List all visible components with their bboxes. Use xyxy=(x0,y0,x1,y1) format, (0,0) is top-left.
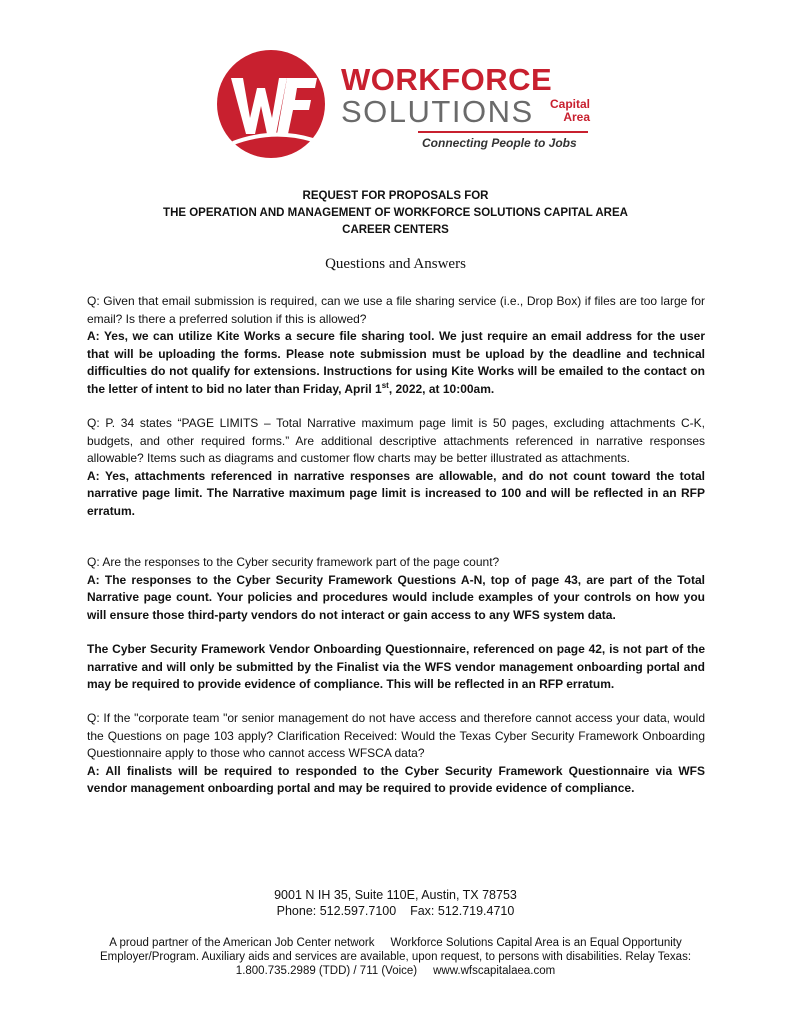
answer-1-text: A: Yes, we can utilize Kite Works a secure file sharing tool. We just require an email address for the user that will be uploading the forms. Please note submission must be upload by the deadline and technical difficulties do not qualify for extensions. Instructions for using Kite Works will be emailed to the contact on the letter of intent to bid no later than Friday, April 1 xyxy=(87,329,705,396)
answer-4: A: All finalists will be required to responded to the Cyber Security Framework Questionnaire via WFS vendor management onboarding portal and may be required to provide evidence of compliance. xyxy=(87,763,705,795)
answer-3-extra: The Cyber Security Framework Vendor Onboarding Questionnaire, referenced on page 42, is not part of the narrative and will only be submitted by the Finalist via the WFS vendor management onboarding portal and may be required to provide evidence of compliance. This will be reflected in an RFP erratum. xyxy=(87,642,705,691)
wf-monogram-logo-icon xyxy=(213,48,333,160)
document-subtitle: Questions and Answers xyxy=(325,256,466,272)
answer-1-date: , 2022, at 10:00am. xyxy=(388,381,495,396)
brand-name-solutions: SOLUTIONS xyxy=(341,94,534,129)
footer-address: 9001 N IH 35, Suite 110E, Austin, TX 78753 xyxy=(274,888,517,902)
footer-address-block xyxy=(60,887,731,919)
title-line-3: CAREER CENTERS xyxy=(342,224,449,236)
question-2: Q: P. 34 states “PAGE LIMITS – Total Narrative maximum page limit is 50 pages, excluding attachments C-K, budgets, and other required forms.” Are additional descriptive attachments referenced in narrative responses allowable? Items such as diagrams and customer flow charts may be better illustrated as attachments. xyxy=(87,416,705,465)
question-3: Q: Are the responses to the Cyber security framework part of the page count? xyxy=(87,555,500,569)
document-title xyxy=(60,188,731,239)
answer-3: A: The responses to the Cyber Security Framework Questions A-N, top of page 43, are part of the Total Narrative page count. Your policies and procedures would include examples of your controls on how you will ensure those third-party vendors do not interact or gain access to any WFS system data. xyxy=(87,572,705,622)
brand-region-line2: Area xyxy=(563,110,590,124)
qa-item-4 xyxy=(87,710,705,798)
qa-item-2 xyxy=(87,415,705,520)
brand-tagline: Connecting People to Jobs xyxy=(422,136,577,150)
brand-region xyxy=(534,98,590,124)
question-4: Q: If the "corporate team "or senior management do not have access and therefore cannot access your data, would the Questions on page 103 apply? Clarification Received: Would the Texas Cyber Security Framework Onboarding Questionnaire apply to those who cannot access WFSCA data? xyxy=(87,711,705,760)
brand-divider xyxy=(418,131,588,133)
workforce-solutions-logo xyxy=(213,48,593,160)
title-line-2: THE OPERATION AND MANAGEMENT OF WORKFORCE SOLUTIONS CAPITAL AREA xyxy=(163,207,628,219)
qa-item-3 xyxy=(87,554,705,694)
qa-item-1 xyxy=(87,293,705,398)
title-line-1: REQUEST FOR PROPOSALS FOR xyxy=(302,190,489,202)
brand-region-line1: Capital xyxy=(549,97,590,111)
question-1: Q: Given that email submission is required, can we use a file sharing service (i.e., Drop Box) if files are too large for email? Is there a preferred solution if this is allowed? xyxy=(87,294,705,326)
brand-name-workforce: WORKFORCE xyxy=(341,62,553,97)
footer-disclaimer: A proud partner of the American Job Center network Workforce Solutions Capital Area is an Equal Opportunity Employer/Program. Auxiliary aids and services are available, upon request, to persons with disabilities. Relay Texas: 1.800.735.2989 (TDD) / 711 (Voice) www.wfscapitalaea.com xyxy=(99,937,695,977)
footer-phone: Phone: 512.597.7100 Fax: 512.719.4710 xyxy=(276,904,515,918)
answer-2: A: Yes, attachments referenced in narrative responses are allowable, and do not count toward the total narrative page limit. The Narrative maximum page limit is increased to 100 and will be reflected in an RFP erratum. xyxy=(87,468,705,518)
answer-1 xyxy=(87,328,705,398)
answer-1-ordinal: st xyxy=(381,380,389,390)
